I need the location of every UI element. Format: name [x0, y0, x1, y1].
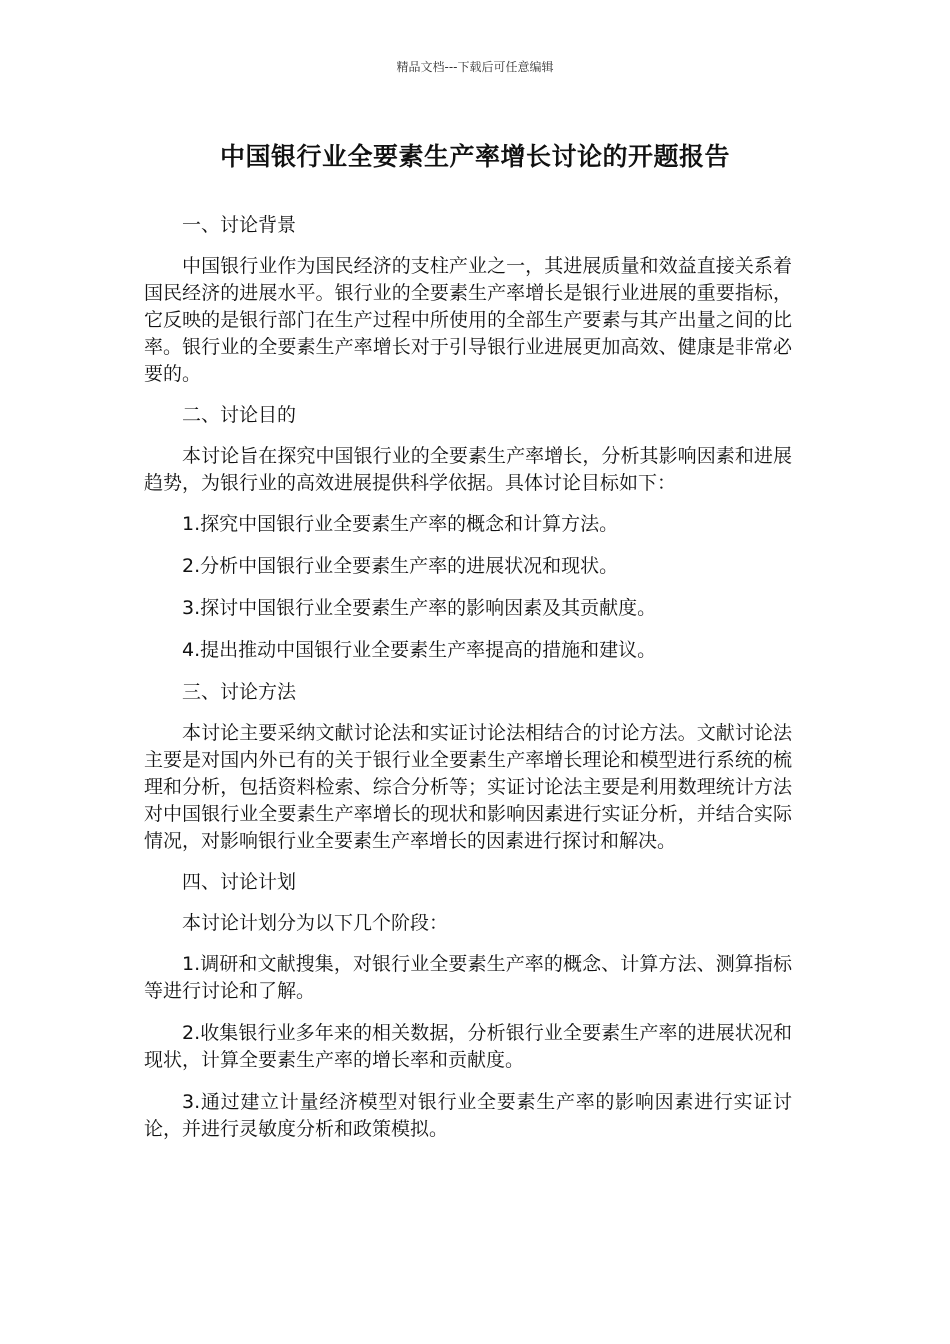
document-body — [144, 212, 792, 1158]
list-item-plan-3: 3.通过建立计量经济模型对银行业全要素生产率的影响因素进行实证讨论，并进行灵敏度分析和政策模拟。 — [144, 1091, 792, 1140]
document-title: 中国银行业全要素生产率增长讨论的开题报告 — [219, 142, 730, 171]
list-item-plan-1: 1.调研和文献搜集，对银行业全要素生产率的概念、计算方法、测算指标等进行讨论和了解。 — [144, 953, 792, 1002]
list-item-plan-2: 2.收集银行业多年来的相关数据，分析银行业全要素生产率的进展状况和现状，计算全要素生产率的增长率和贡献度。 — [144, 1022, 792, 1071]
list-item-purpose-1: 1.探究中国银行业全要素生产率的概念和计算方法。 — [182, 513, 619, 535]
section-heading-purpose: 二、讨论目的 — [182, 404, 297, 426]
section-heading-method: 三、讨论方法 — [182, 681, 297, 703]
paragraph-background: 中国银行业作为国民经济的支柱产业之一，其进展质量和效益直接关系着国民经济的进展水平。银行业的全要素生产率增长是银行业进展的重要指标，它反映的是银行部门在生产过程中所使用的全部生产要素与其产出量之间的比率。银行业的全要素生产率增长对于引导银行业进展更加高效、健康是非常必要的。 — [144, 255, 792, 385]
list-item-purpose-4: 4.提出推动中国银行业全要素生产率提高的措施和建议。 — [182, 639, 657, 661]
paragraph-plan: 本讨论计划分为以下几个阶段： — [182, 912, 449, 934]
list-item-purpose-3: 3.探讨中国银行业全要素生产率的影响因素及其贡献度。 — [182, 597, 657, 619]
page-header-watermark: 精品文档---下载后可任意编辑 — [396, 60, 554, 74]
paragraph-purpose: 本讨论旨在探究中国银行业的全要素生产率增长，分析其影响因素和进展趋势，为银行业的高效进展提供科学依据。具体讨论目标如下： — [144, 445, 792, 494]
section-heading-background: 一、讨论背景 — [182, 214, 297, 236]
section-heading-plan: 四、讨论计划 — [182, 871, 297, 893]
list-item-purpose-2: 2.分析中国银行业全要素生产率的进展状况和现状。 — [182, 555, 619, 577]
paragraph-method: 本讨论主要采纳文献讨论法和实证讨论法相结合的讨论方法。文献讨论法主要是对国内外已有的关于银行业全要素生产率增长理论和模型进行系统的梳理和分析，包括资料检索、综合分析等；实证讨论法主要是利用数理统计方法对中国银行业全要素生产率增长的现状和影响因素进行实证分析，并结合实际情况，对影响银行业全要素生产率增长的因素进行探讨和解决。 — [144, 722, 792, 852]
